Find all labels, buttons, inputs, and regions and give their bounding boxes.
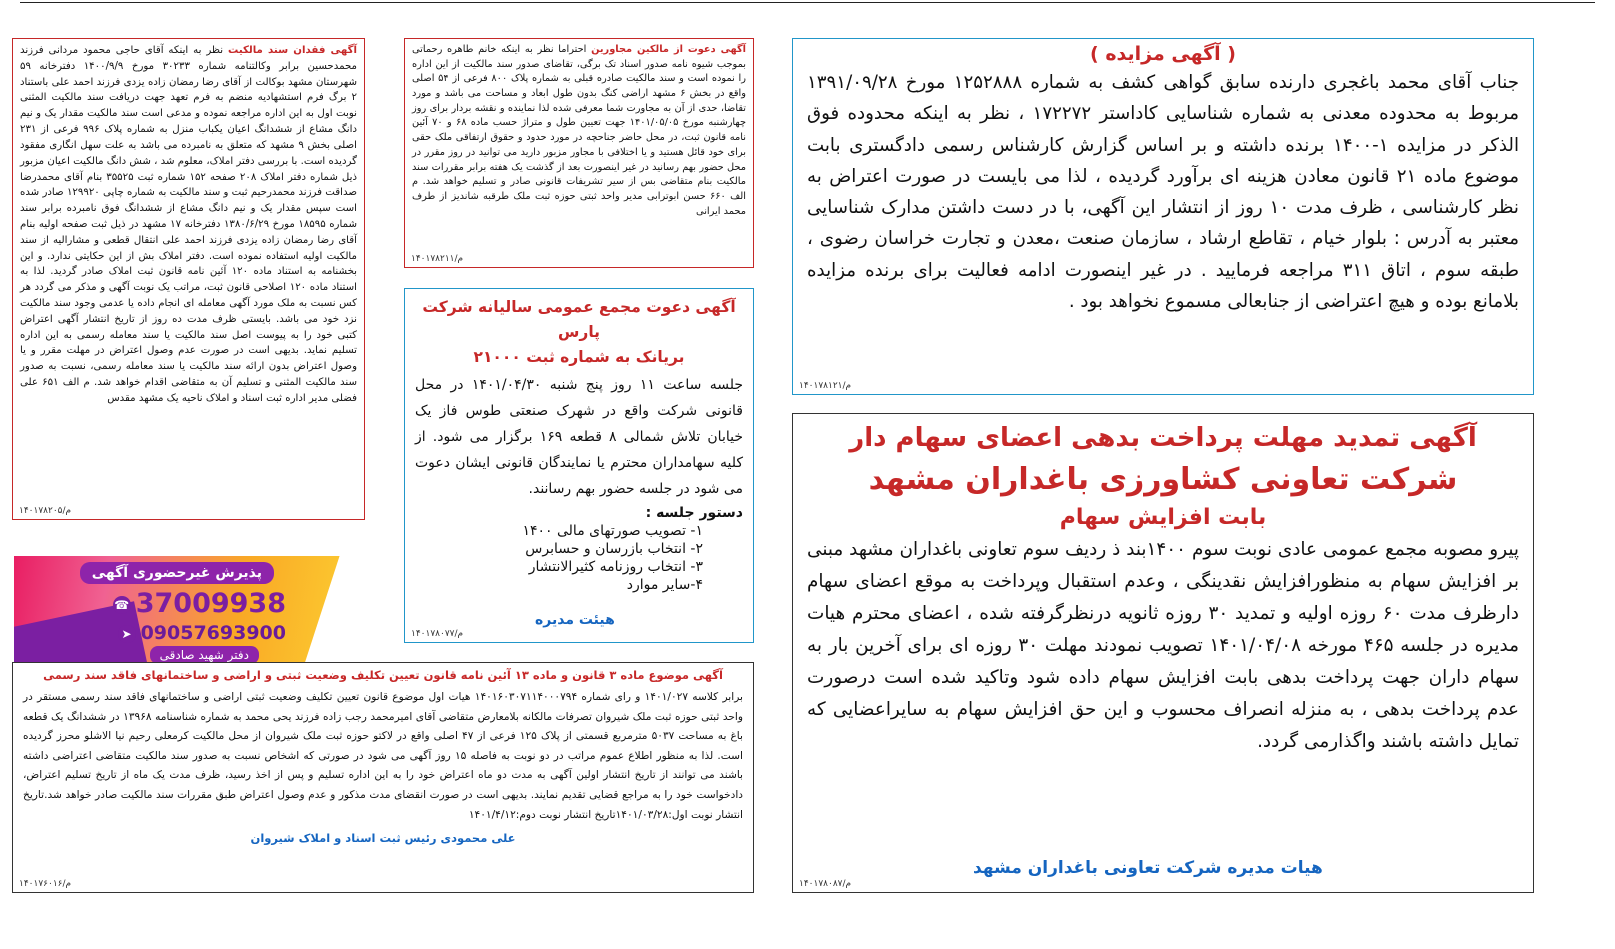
ad-registration-body: برابر کلاسه ۱۴۰۱/۰۲۷ و رای شماره ۱۴۰۱۶۰۳۰۷۱۱۴۰۰۰۷۹۴ هیات اول موضوع قانون تعیین تکلیف وضعیت ثبتی اراضی و ساختمانهای فاقد سند رسمی مستقر در واحد ثبتی حوزه ثبت ملک شیروان تصرفات مالکانه بلامعارض متقاضی آقای امیرمحمد رجب زاده فرزند یحی محمد به شماره شناسنامه ۱۳۹۶۸ در ششدانگ یک قطعه باغ به مساحت ۵۰۳۷ مترمربع قسمتی از پلاک ۱۲۵ فرعی از ۴۷ اصلی واقع در لاکتو حوزه ثبت ملک شیروان از محل مالکیت کرمعلی رحیم نیا الاشلو محرز گردیده است. لذا به منظور اطلاع عموم مراتب در دو نوبت به فاصله ۱۵ روز آگهی می شود در صورتی که اشخاص نسبت به صدور سند مالکیت متقاضی اعتراضی داشته باشند می توانند از تاریخ انتشار اولین آگهی به مدت دو ماه اعتراض خود را به این اداره تسلیم و پس از اخذ رسید، ظرف مدت یک ماه از تاریخ تسلیم اعتراض، دادخواست خود را به مراجع قضایی تقدیم نمایند. بدیهی است در صورت انقضای مدت مذکور و عدم وصول اعتراض طبق مقررات سند مالکیت صادر خواهد شد.تاریخ انتشار نوبت اول:۱۴۰۱/۰۳/۲۸تاریخ انتشار نوبت دوم:۱۴۰۱/۴/۱۲ (23, 691, 744, 821)
banner-mobile (118, 622, 286, 644)
ad-extension-signature: هیات مدیره شرکت تعاونی باغداران مشهد (973, 858, 1323, 878)
ad-neighbors-title: آگهی دعوت از مالکین مجاورین (591, 44, 746, 55)
banner-phone-number: 37009938 (135, 588, 286, 619)
ad-reception-banner (14, 556, 384, 668)
ad-extension-title-line1: آگهی تمدید مهلت پرداخت بدهی اعضای سهام دار (849, 423, 1477, 453)
ad-code: م/۱۴۰۱۷۸۱۲۱ (799, 381, 852, 391)
ad-property-deed-loss (12, 38, 365, 520)
ad-code: م/۱۴۰۱۷۸۲۱۱ (411, 254, 464, 264)
ad-parsbrick-agenda (415, 523, 743, 593)
ad-auction (792, 38, 1534, 395)
agenda-item: ۱- تصویب صورتهای مالی ۱۴۰۰ (522, 522, 703, 539)
ad-registration-signature: علی محمودی رئیس ثبت اسناد و املاک شیروان (250, 831, 516, 846)
ad-registration-status (12, 662, 754, 893)
ad-parsbrick-signature: هیئت مدیره (535, 612, 615, 628)
ad-registration-title: آگهی موضوع ماده ۳ قانون و ماده ۱۳ آئین نامه قانون تعیین تکلیف وضعیت ثبتی و اراضی و ساختمانهای فاقد سند رسمی (43, 668, 723, 682)
ad-parsbrick-assembly (404, 288, 754, 643)
ad-parsbrick-agenda-title: دستور جلسه : (645, 504, 743, 521)
ad-extension-title-line2: شرکت تعاونی کشاورزی باغداران مشهد (868, 461, 1458, 497)
ad-parsbrick-title-line1: آگهی دعوت مجمع عمومی سالیانه شرکت پارس (422, 298, 736, 341)
ad-extension-title-line3: بابت افزایش سهام (1059, 505, 1267, 531)
banner-phone (113, 588, 286, 619)
ad-code: م/۱۴۰۱۷۸۲۰۵ (19, 506, 72, 516)
ad-neighbors-body: بموجب شیوه نامه صدور اسناد تک برگی، تقاضای صدور سند مالکیت از این اداره را نموده است و سند مالکیت صادره قبلی به شماره پلاک ۸۰۰ فرعی از ۵۴ اصلی واقع در بخش ۶ مشهد اراضی کنگ بدون طول ابعاد و مساحت می باشد و مورد تقاضا، حدی از آن به مجاورت شما معرفی شده لذا نماینده و نقشه بردار برای روز چهارشنبه مورخ ۱۴۰۱/۰۵/۰۵ جهت تعیین طول و متراژ حسب ماده ۶۸ و ۷۰ آئین نامه قانون ثبت، در محل حاضر جناحچه در مورد حدود و حقوق ارتفاقی ملک حقی برای خود قائل هستید و یا اختلافی با مجاور مزبور دارید می توانید در روز مقرر در محل حضور بهم رسانید در غیر اینصورت بعد از گذشت یک هفته برابر مقررات سند مالکیت بنام متقاضی بس از سیر تشریفات قانونی صادر و تسلیم خواهد شد. م الف ۶۶۰ حسن ابوترابی مدیر واحد ثبتی حوزه ثبت ملک طرقبه شاندیز از طرف محمد ایرانی (412, 58, 746, 217)
ad-code: م/۱۴۰۱۷۸۰۸۷ (799, 879, 852, 889)
banner-heading: پذیرش غیرحضوری آگهی (80, 562, 274, 584)
ad-code: م/۱۴۰۱۷۶۰۱۶ (19, 879, 72, 889)
telegram-icon: ➤ (118, 625, 136, 643)
top-rule (20, 2, 1595, 3)
ad-property-deed-body: محمدحسین برابر وکالتنامه شماره ۳۰۲۳۳ مورخ ۱۴۰۰/۹/۹ دفترخانه ۵۹ شهرستان مشهد بوکالت از آقای رضا رمضان زاده یزدی فرزند احمد علی باستناد ۲ برگ فرم استشهادیه منضم به فرم تعهد جهت دریافت سند مالکیت المثنی نوبت اول به این اداره مراجعه نموده و مدعی است سند مالکیت مقدار یک و نیم دانگ مشاع از ششدانگ اعیان یکباب منزل به شماره پلاک ۹۹۶ فرعی از ۲۳۱ اصلی بخش ۹ مشهد که متعلق به نامبرده می باشد به علت سهل انگاری مفقود گردیده است. با بررسی دفتر املاک، معلوم شد ، شش دانگ مالکیت اعیان مزبور ذیل شماره دفتر املاک ۲۰۸ صفحه ۱۵۲ شماره ثبت ۳۵۵۲۵ بنام آقای محمدرضا صداقت فرزند محمدرحیم ثبت و سند مالکیت به شماره چاپی ۱۲۹۹۲۰ صادر شده است سپس مقدار یک و نیم دانگ مشاع از ششدانگ فوق نامبرده برابر سند شماره ۱۸۵۹۵ مورخ ۱۳۸۰/۶/۲۹ دفترخانه ۱۷ مشهد در ذیل ثبت صفحه اولیه بنام آقای رضا رمضان زاده یزدی فرزند احمد علی انتقال قطعی و مشارالیه از سند مالکیت اولیه استفاده نموده است. دفتر املاک بش از این حکایتی ندارد. و این بخشنامه به استناد ماده ۱۲۰ آئین نامه قانون ثبت املاک صادر گردید. لذا به استناد ماده ۱۲۰ اصلاحی قانون ثبت، مراتب یک نوبت آگهی و مذکر می گردد هر کس نسبت به ملک مورد آگهی معامله ای انجام داده یا عدمی وجود سند مالکیت نزد خود می باشد. بایستی ظرف مدت ده روز از تاریخ انتشار آگهی اعتراض کتبی خود را به پیوست اصل سند مالکیت یا سند معامله رسمی به این اداره تسلیم نماید. بدیهی است در صورت عدم وصول اعتراض در مهلت مقرر و یا وصول اعتراض بدون ارائه سند مالکیت یا سند معامله رسمی، نسبت به صدور سند مالکیت المثنی و تسلیم آن به متقاضی اقدام خواهد شد. م الف ۶۵۱ علی فضلی مدیر اداره ثبت اسناد و املاک ناحیه یک مشهد مقدس (20, 60, 358, 404)
ad-parsbrick-body: جلسه ساعت ۱۱ روز پنج شنبه ۱۴۰۱/۰۴/۳۰ در محل قانونی شرکت واقع در شهرک صنعتی طوس فاز یک خیابان تلاش شمالی ۸ قطعه ۱۶۹ برگزار می شود. از کلیه سهامداران محترم یا نمایندگان قانونی ایشان دعوت می شود در جلسه حضور بهم رسانند. (415, 377, 743, 497)
ad-auction-title: ( آگهی مزایده ) (1090, 43, 1236, 65)
ad-property-deed-title: آگهی فقدان سند مالکیت (228, 45, 357, 56)
agenda-item: ۲- انتخاب بازرسان و حسابرس (525, 540, 703, 557)
banner-mobile-number: 09057693900 (140, 622, 286, 644)
ad-property-deed-text (20, 43, 357, 407)
ad-neighbors-invitation (404, 38, 754, 268)
ad-neighbors-lead: احتراما نظر به اینکه خانم طاهره رحماتی (412, 44, 587, 55)
agenda-item: ۳- انتخاب روزنامه کثیرالانتشار (528, 558, 703, 575)
ad-extension-body: پیرو مصوبه مجمع عمومی عادی نوبت سوم ۱۴۰۰بند ذ ردیف سوم تعاونی باغداران مشهد مبنی بر افزایش سهام به منظورافزایش نقدینگی ، وعدم استقبال وپرداخت به موقع اعضای سهام دارظرف مدت ۶۰ روزه اولیه و تمدید ۳۰ روزه ثانویه درنظرگرفته شده ، اعضای محترم هیات مدیره در جلسه ۴۶۵ مورخه ۱۴۰۱/۰۴/۰۸ تصویب نمودند مهلت ۳۰ روزه ای برای آخرین بار به سهام داران جهت پرداخت بدهی بابت افزایش سهام داده شود وتاکید شده است درصورت عدم پرداخت بدهی ، به منزله انصراف محسوب و این حق افزایش سهام به سایراعضایی که تمایل داشته باشند واگذارمی گردد. (807, 539, 1520, 753)
ad-payment-extension (792, 413, 1534, 893)
ad-code: م/۱۴۰۱۷۸۰۷۷ (411, 629, 464, 639)
ad-property-deed-lead: نظر به اینکه آقای حاجی محمود مردانی فرزند (20, 45, 224, 56)
agenda-item: ۴-سایر موارد (626, 576, 703, 593)
phone-icon: ☎ (114, 597, 130, 612)
ad-neighbors-text (412, 43, 746, 219)
ad-parsbrick-title-line2: بریانک به شماره ثبت ۲۱۰۰۰ (473, 347, 685, 366)
ad-auction-body: جناب آقای محمد باغجری دارنده سابق گواهی کشف به شماره ۱۲۵۲۸۸۸ مورخ ۱۳۹۱/۰۹/۲۸ مربوط به محدوده معدنی به شماره شناسایی کاداستر ۱۷۲۲۷۲ ، نظر به اینکه محدوده فوق الذکر در مزایده ۱-۱۴۰۰ برنده داشته و بر اساس گزارش کارشناس رسمی دادگستری بابت موضوع ماده ۲۱ قانون معادن هزینه ای برآورد گردیده ، لذا می بایست در صورت اعتراض به نظر کارشناسی ، ظرف مدت ۱۰ روز از انتشار این آگهی، با در دست داشتن مدارک شناسایی معتبر به آدرس : بلوار خیام ، تقاطع ارشاد ، سازمان صنعت ،معدن و تجارت خراسان رضوی ، طبقه سوم ، اتاق ۳۱۱ مراجعه فرمایید . در غیر اینصورت ادامه فعالیت برای برنده مزایده بلامانع بوده و هیچ اعتراضی از جنابعالی مسموع نخواهد بود . (807, 72, 1519, 313)
banner-office: دفتر شهید صادقی (150, 646, 259, 664)
ad-parsbrick-title (415, 295, 743, 369)
